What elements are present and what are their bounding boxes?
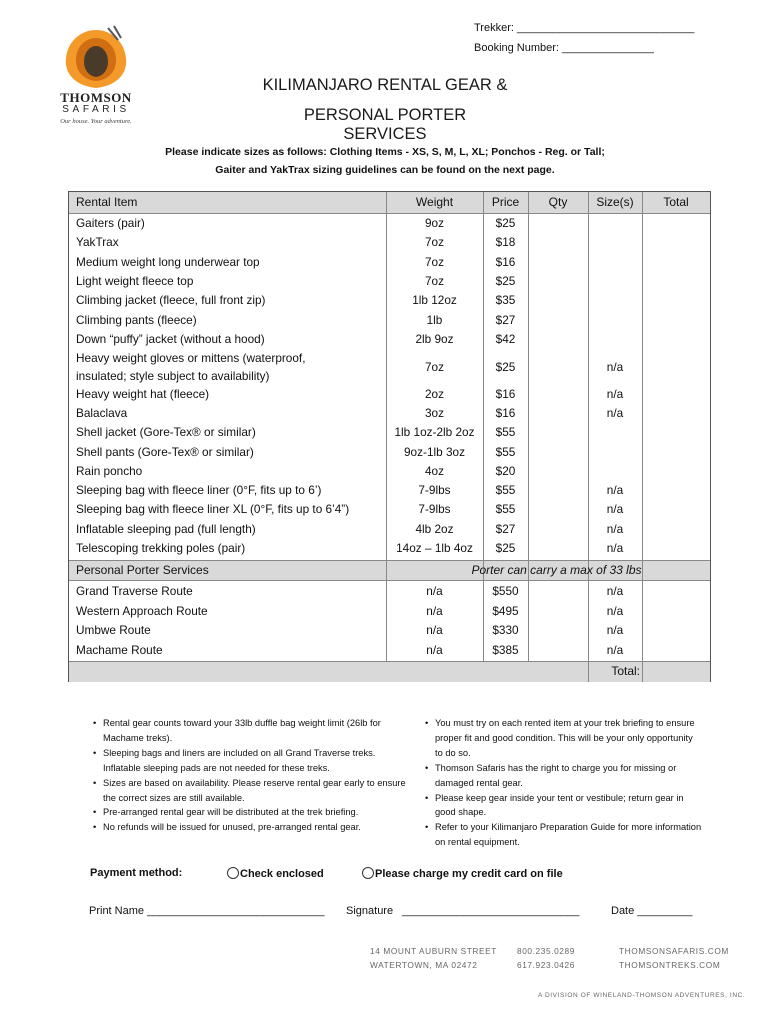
rental-item-name: Climbing jacket (fleece, full front zip) — [76, 293, 266, 308]
rental-item-weight: 1lb 1oz-2lb 2oz — [394, 425, 475, 440]
rental-item-price: $27 — [495, 312, 516, 327]
rental-item-name: Light weight fleece top — [76, 273, 194, 288]
footer-division: A DIVISION OF WINELAND-THOMSON ADVENTURES, INC. — [538, 992, 746, 999]
rental-item-name: Shell pants (Gore-Tex® or similar) — [76, 444, 254, 459]
note-item: • Rental gear counts toward your 33lb duffle bag weight limit (26lb for Machame treks). — [90, 716, 410, 746]
page-title-line1: KILIMANJARO RENTAL GEAR & — [262, 76, 508, 94]
rental-item-name: Medium weight long underwear top — [76, 254, 260, 269]
row-divider — [69, 580, 710, 581]
brand-subname: SAFARIS — [62, 104, 130, 115]
header-sizes: Size(s) — [596, 195, 634, 209]
rental-item-weight: 7-9lbs — [418, 483, 451, 498]
note-item: • Thomson Safaris has the right to charge you for missing or damaged rental gear. — [422, 761, 702, 791]
rental-item-price: $25 — [495, 273, 516, 288]
total-label: Total: — [611, 664, 640, 678]
rental-item-size: n/a — [606, 541, 624, 555]
rental-item-weight: 2oz — [424, 386, 445, 401]
rental-item-weight: 1lb — [426, 312, 443, 327]
porter-route-size: n/a — [606, 584, 624, 598]
note-item: • Refer to your Kilimanjaro Preparation Guide for more information on rental equipment. — [422, 820, 702, 850]
footer-address-line1: 14 MOUNT AUBURN STREET — [370, 946, 497, 956]
rental-item-price: $25 — [495, 216, 516, 230]
note-item: • Pre-arranged rental gear will be distributed at the trek briefing. — [90, 805, 410, 820]
note-item: • No refunds will be issued for unused, pre-arranged rental gear. — [90, 820, 410, 835]
porter-route-size: n/a — [606, 642, 624, 657]
rental-item-name: Heavy weight gloves or mittens (waterproof, — [76, 351, 306, 366]
rental-item-name: Inflatable sleeping pad (full length) — [76, 521, 256, 536]
rental-item-weight: 7oz — [424, 360, 445, 375]
rental-item-name: YakTrax — [76, 235, 119, 250]
rental-item-name: Gaiters (pair) — [76, 216, 145, 230]
rental-item-weight: 7oz — [424, 254, 445, 269]
rental-item-size: n/a — [606, 502, 624, 517]
col-divider — [528, 192, 529, 661]
booking-number-field[interactable]: Booking Number: _______________ — [474, 42, 654, 54]
porter-route-size: n/a — [606, 623, 624, 637]
date-field[interactable]: Date _________ — [611, 905, 693, 917]
col-divider — [642, 192, 643, 682]
header-total: Total — [663, 195, 689, 209]
footer-address-line2: WATERTOWN, MA 02472 — [370, 960, 478, 970]
rental-item-name: Down “puffy” jacket (without a hood) — [76, 331, 265, 346]
rental-item-price: $55 — [495, 444, 516, 459]
rental-item-size: n/a — [606, 360, 624, 375]
porter-route-price: $330 — [492, 623, 519, 637]
thomson-safaris-logo — [46, 24, 146, 134]
header-rental-item: Rental Item — [76, 195, 138, 209]
footer-phone2: 617.923.0426 — [517, 960, 575, 970]
rental-item-name-cont: insulated; style subject to availability) — [76, 369, 270, 384]
porter-route-name: Umbwe Route — [76, 623, 151, 637]
rental-item-size: n/a — [606, 386, 624, 401]
rental-item-weight: 1lb 12oz — [412, 293, 457, 308]
check-enclosed-radio[interactable] — [227, 867, 239, 879]
header-price: Price — [491, 195, 520, 209]
row-divider — [69, 560, 710, 561]
rental-item-weight: 4lb 2oz — [415, 521, 454, 536]
footer-address — [370, 944, 497, 972]
porter-route-name: Western Approach Route — [76, 603, 208, 618]
rental-item-price: $25 — [495, 541, 516, 555]
rental-item-size: n/a — [606, 483, 624, 498]
rental-item-name: Sleeping bag with fleece liner (0°F, fits up to 6’) — [76, 483, 322, 498]
footer-web1[interactable]: THOMSONSAFARIS.COM — [619, 946, 729, 956]
porter-note: Porter can carry a max of 33 lbs — [471, 563, 642, 577]
footer-web2[interactable]: THOMSONTREKS.COM — [619, 960, 721, 970]
header-qty: Qty — [548, 195, 568, 209]
row-divider — [69, 661, 710, 662]
signature-label: Signature — [346, 905, 394, 917]
rental-item-name: Shell jacket (Gore-Tex® or similar) — [76, 425, 256, 440]
print-name-field[interactable]: Print Name _____________________________ — [89, 905, 325, 917]
rental-item-size: n/a — [606, 405, 624, 420]
brand-name: THOMSON — [60, 90, 132, 105]
rental-item-weight: 7oz — [424, 273, 445, 288]
rental-item-price: $55 — [495, 502, 516, 517]
instruction-line1: Please indicate sizes as follows: Clothing Items - XS, S, M, L, XL; Ponchos - Reg. or Tall; — [165, 146, 605, 158]
porter-route-weight: n/a — [426, 584, 443, 598]
payment-method-label: Payment method: — [90, 867, 183, 879]
porter-route-weight: n/a — [426, 603, 443, 618]
rental-item-price: $27 — [495, 521, 516, 536]
porter-route-size: n/a — [606, 603, 624, 618]
rental-item-name: Telescoping trekking poles (pair) — [76, 541, 246, 555]
rental-item-price: $16 — [495, 386, 516, 401]
rental-item-price: $42 — [495, 331, 516, 346]
note-item: • Please keep gear inside your tent or vestibule; return gear in good shape. — [422, 791, 702, 821]
trekker-field[interactable]: Trekker: _____________________________ — [474, 22, 695, 34]
rental-item-name: Balaclava — [76, 405, 128, 420]
page-title-line2: PERSONAL PORTER SERVICES — [303, 106, 467, 143]
rental-item-weight: 2lb 9oz — [415, 331, 454, 346]
check-enclosed-label: Check enclosed — [240, 868, 324, 880]
credit-card-label: Please charge my credit card on file — [375, 868, 563, 880]
rental-item-name: Heavy weight hat (fleece) — [76, 386, 210, 401]
porter-route-price: $550 — [492, 584, 519, 598]
rental-item-weight: 14oz – 1lb 4oz — [396, 541, 473, 555]
rental-item-price: $55 — [495, 425, 516, 440]
rental-item-price: $16 — [495, 254, 516, 269]
rental-item-price: $20 — [495, 463, 516, 478]
rental-item-price: $16 — [495, 405, 516, 420]
footer-websites — [619, 944, 729, 972]
porter-route-name: Machame Route — [76, 642, 163, 657]
row-divider — [69, 213, 710, 214]
porter-route-price: $495 — [492, 603, 519, 618]
footer-phone1: 800.235.0289 — [517, 946, 575, 956]
rental-item-price: $18 — [495, 235, 516, 250]
rental-item-weight: 9oz-1lb 3oz — [404, 444, 465, 459]
note-item: • You must try on each rented item at your trek briefing to ensure proper fit and good condition. This will be your only opportunity to do so. — [422, 716, 702, 761]
note-item: • Sizes are based on availability. Please reserve rental gear early to ensure the correct sizes are still available. — [90, 776, 410, 806]
rental-item-size: n/a — [606, 521, 624, 536]
rental-item-price: $25 — [495, 360, 516, 375]
porter-services-header: Personal Porter Services — [76, 563, 209, 577]
porter-route-price: $385 — [492, 642, 519, 657]
check-enclosed-option[interactable] — [227, 867, 324, 880]
header-weight: Weight — [415, 195, 454, 209]
rental-item-weight: 4oz — [424, 463, 445, 478]
notes-left — [90, 716, 410, 835]
footer-phones — [517, 944, 575, 972]
lion-head-icon — [58, 24, 134, 90]
porter-route-name: Grand Traverse Route — [76, 584, 193, 598]
credit-card-radio[interactable] — [362, 867, 374, 879]
rental-item-price: $55 — [495, 483, 516, 498]
instruction-line2: Gaiter and YakTrax sizing guidelines can be found on the next page. — [215, 164, 555, 176]
rental-item-weight: 9oz — [424, 216, 445, 230]
note-item: • Sleeping bags and liners are included on all Grand Traverse treks. Inflatable sleeping pads are not needed for these treks. — [90, 746, 410, 776]
rental-item-weight: 7-9lbs — [418, 502, 451, 517]
credit-card-option[interactable] — [362, 867, 563, 880]
rental-item-name: Rain poncho — [76, 463, 143, 478]
notes-right — [422, 716, 702, 850]
rental-table — [68, 191, 711, 682]
rental-item-price: $35 — [495, 293, 516, 308]
rental-item-weight: 7oz — [424, 235, 445, 250]
porter-route-weight: n/a — [426, 642, 443, 657]
rental-item-name: Climbing pants (fleece) — [76, 312, 197, 327]
signature-line[interactable]: _____________________________ — [402, 905, 580, 917]
rental-item-weight: 3oz — [424, 405, 445, 420]
rental-item-name: Sleeping bag with fleece liner XL (0°F, fits up to 6’4”) — [76, 502, 350, 517]
brand-tagline: Our house. Your adventure. — [60, 118, 132, 125]
porter-route-weight: n/a — [426, 623, 443, 637]
